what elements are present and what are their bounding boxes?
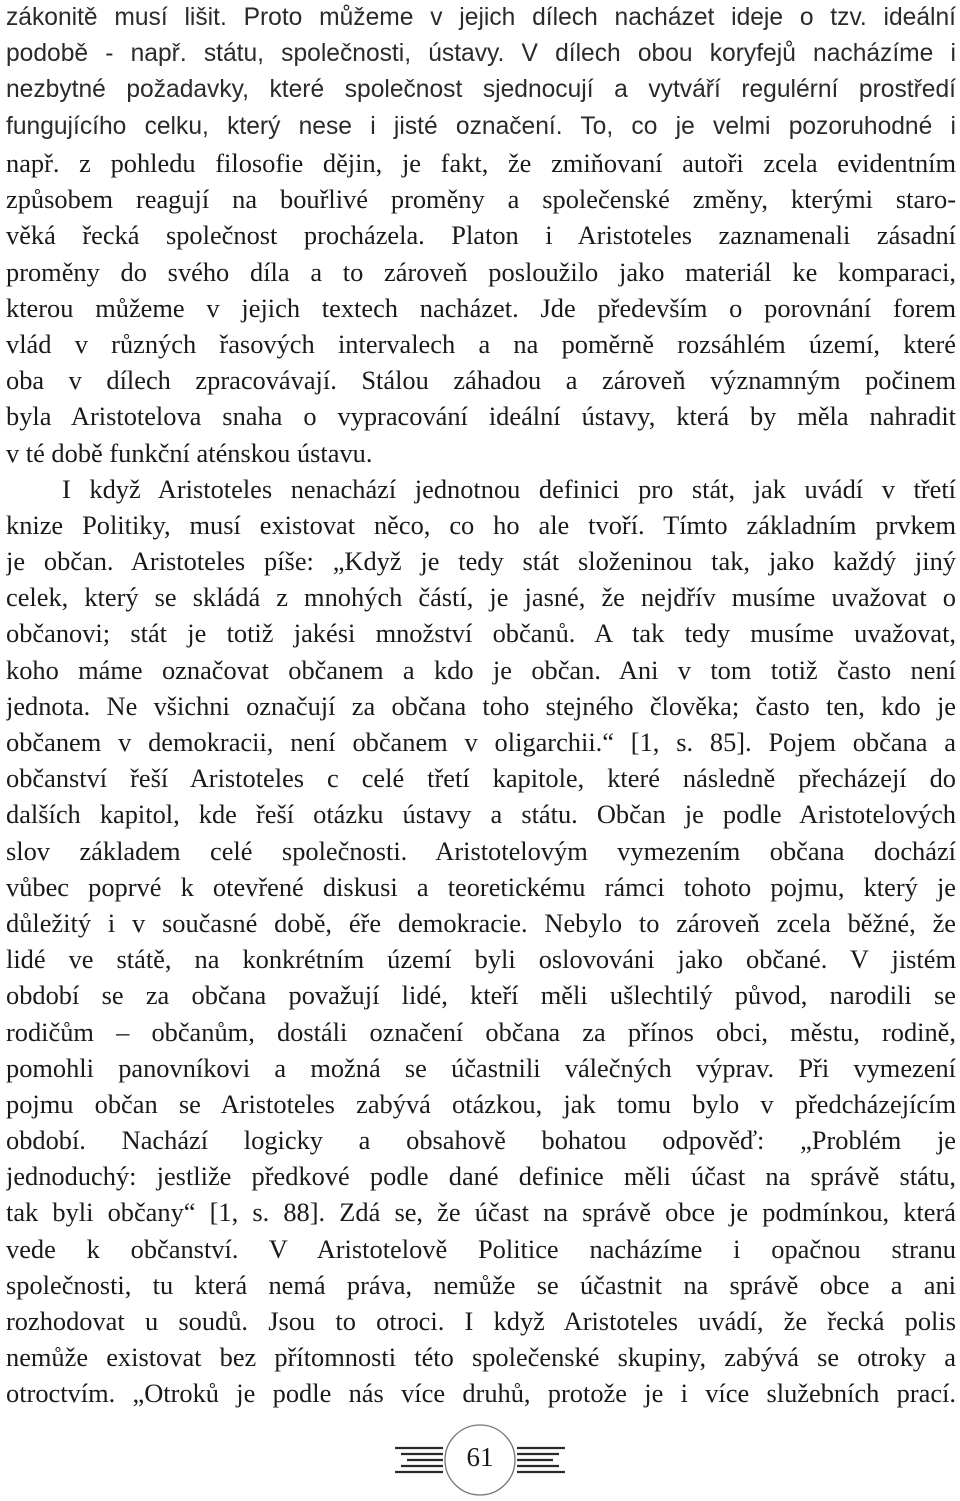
text-line: koho máme označovat občanem a kdo je občan. Ani v tom totiž často není [6, 654, 956, 685]
text-line: nezbytné požadavky, které společnost sjednocují a vytváří regulérní prostředí [6, 76, 956, 104]
text-line: otroctvím. „Otroků je podle nás více druhů, protože je i více služebních prací. [6, 1378, 956, 1409]
text-line: jednoduchý: jestliže předkové podle dané definice měli účast na správě státu, [6, 1161, 956, 1192]
text-line: období. Nachází logicky a obsahově bohatou odpověď: „Problém je [6, 1125, 956, 1156]
text-line: např. z pohledu filosofie dějin, je fakt, že zmiňovaní autoři zcela evidentním [6, 148, 956, 178]
text-line: období se za občana považují lidé, kteří měli ušlechtilý původ, narodili se [6, 980, 956, 1011]
text-line: je občan. Aristoteles píše: „Když je tedy stát složeninou tak, jako každý jiný [6, 546, 956, 577]
text-line: vede k občanství. V Aristotelově Politice nacházíme i opačnou stranu [6, 1233, 956, 1264]
text-line: vlád v různých řasových intervalech a na poměrně rozsáhlém území, které [6, 328, 956, 359]
text-line: dalších kapitol, kde řeší otázku ústavy a státu. Občan je podle Aristotelových [6, 799, 956, 830]
text-line: pojmu občan se Aristoteles zabývá otázkou, jak tomu bylo v předcházejícím [6, 1088, 956, 1119]
body-text-sans [6, 0, 956, 145]
text-line: kterou můžeme v jejich textech nacházet. Jde především o porovnání forem [6, 292, 956, 323]
text-line: věká řecká společnost procházela. Platon i Aristoteles zaznamenali zásadní [6, 220, 956, 251]
text-line: jednota. Ne všichni označují za občana toho stejného člověka; často ten, kdo je [6, 690, 956, 721]
text-line: knize Politiky, musí existovat něco, co ho ale tvoří. Tímto základním prvkem [6, 509, 956, 540]
text-line: rodičům – občanům, dostáli označení občana za přínos obci, městu, rodině, [6, 1016, 956, 1047]
text-line: občanství řeší Aristoteles c celé třetí kapitole, které následně přecházejí do [6, 763, 956, 794]
text-line: lidé ve státě, na konkrétním území byli oslovováni jako občané. V jistém [6, 944, 956, 975]
text-line: občanem v demokracii, není občanem v oligarchii.“ [1, s. 85]. Pojem občana a [6, 727, 956, 757]
text-line: důležitý i v současné době, éře demokracie. Nebylo to zároveň zcela běžné, že [6, 907, 956, 938]
text-line: občanovi; stát je totiž jakési množství občanů. A tak tedy musíme uvažovat, [6, 618, 956, 649]
text-line: byla Aristotelova snaha o vypracování ideální ústavy, která by měla nahradit [6, 401, 956, 432]
text-line: způsobem reagují na bouřlivé proměny a společenské změny, kterými staro- [6, 184, 956, 215]
paragraph-end-line: v té době funkční aténskou ústavu. [6, 437, 373, 468]
paragraph-start-line: I když Aristoteles nenachází jednotnou definici pro stát, jak uvádí v třetí [62, 473, 956, 504]
text-line: nemůže existovat bez přítomnosti této společenské skupiny, zabývá se otroky a [6, 1342, 956, 1373]
body-text-serif [6, 145, 956, 1412]
text-line: celek, který se skládá z mnohých částí, je jasné, že nejdřív musíme uvažovat o [6, 582, 956, 613]
text-line: pomohli panovníkovi a možná se účastnili válečných výprav. Při vymezení [6, 1052, 956, 1083]
page-number: 61 [466, 1442, 494, 1472]
text-line: slov základem celé společnosti. Aristotelovým vymezením občana dochází [6, 835, 956, 866]
text-line: proměny do svého díla a to zároveň posloužilo jako materiál ke komparaci, [6, 256, 956, 287]
text-line: podobě - např. státu, společnosti, ústavy. V dílech obou koryfejů nacházíme i [6, 40, 956, 68]
text-line: vůbec poprvé k otevřené diskusi a teoretickému rámci tohoto pojmu, který je [6, 871, 956, 902]
text-line: tak byli občany“ [1, s. 88]. Zdá se, že účast na správě obce je podmínkou, která [6, 1197, 956, 1228]
text-line: oba v dílech zpracovávají. Stálou záhadou a zároveň významným počinem [6, 365, 956, 396]
text-line: zákonitě musí lišit. Proto můžeme v jejich dílech nacházet ideje o tzv. ideální [6, 4, 956, 31]
text-line: fungujícího celku, který nese i jisté označení. To, co je velmi pozoruhodné i [6, 112, 956, 140]
page-footer [0, 1420, 960, 1500]
text-line: rozhodovat u soudů. Jsou to otroci. I když Aristoteles uvádí, že řecká polis [6, 1306, 956, 1336]
text-line: společnosti, tu která nemá práva, nemůže se účastnit na správě obce a ani [6, 1269, 956, 1300]
